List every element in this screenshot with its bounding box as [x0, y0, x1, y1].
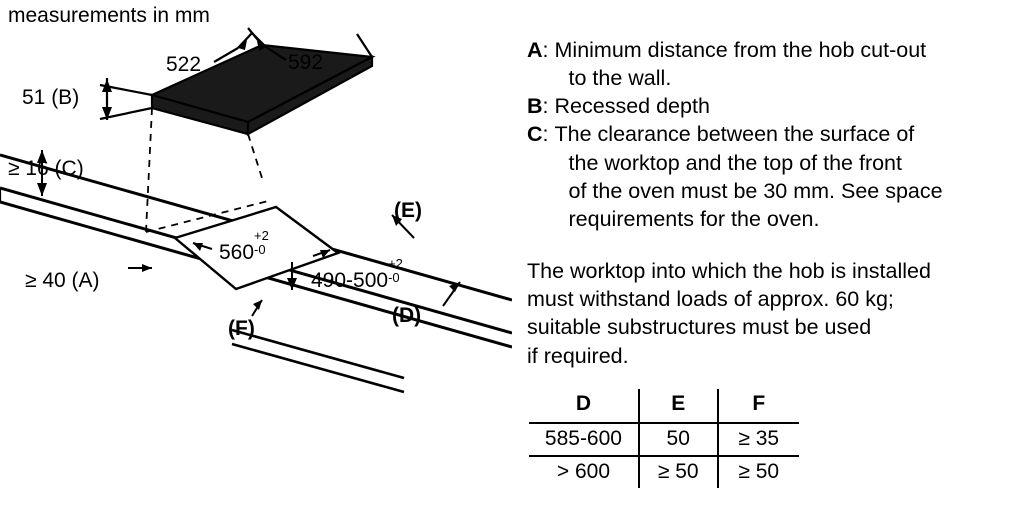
legend-key-c: C	[527, 122, 543, 147]
dim-label-a: ≥ 40 (A)	[25, 269, 100, 292]
dim-label-c: ≥ 16 (C)	[8, 157, 84, 180]
spec-table	[529, 389, 799, 488]
spec-cell-f-2: ≥ 50	[738, 460, 780, 483]
spec-table-header-row	[529, 389, 799, 423]
legend-item-b	[527, 92, 1007, 120]
legend-text-b: Recessed depth	[554, 94, 710, 119]
legend-colon-b: :	[542, 94, 549, 119]
legend-key-b: B	[527, 94, 543, 119]
dim-label-cutout-depth: 560 +2 -0	[219, 238, 280, 263]
spec-header-d: D	[529, 389, 639, 423]
spec-header-e: E	[639, 389, 718, 423]
spec-cell-e-1: 50	[639, 423, 718, 456]
callout-label-f: (F)	[228, 317, 255, 340]
dim-label-cutout-width: 490-500 +2 -0	[311, 266, 414, 291]
spec-table-wrapper	[529, 389, 799, 488]
callout-label-d: (D)	[392, 304, 422, 327]
worktop-note: The worktop into which the hob is installed must withstand loads of approx. 60 kg; suitable substructures must be used if required.	[527, 259, 931, 368]
legend-list	[527, 36, 1007, 233]
tolerance-490-500: +2 -0	[388, 256, 403, 285]
spec-cell-d-2: > 600	[529, 456, 639, 488]
legend-colon-c: :	[542, 122, 549, 147]
spec-table-head	[529, 389, 799, 423]
legend-item-a	[527, 36, 1007, 92]
legend-text-c: The clearance between the surface of the worktop and the top of the front of the oven must be 30 mm. See space requirements for the oven.	[554, 122, 943, 231]
spec-cell-e-2: ≥ 50	[639, 456, 718, 488]
spec-cell-d-1: 585-600	[529, 423, 639, 456]
legend-text-a: Minimum distance from the hob cut-out to the wall.	[554, 38, 927, 91]
callout-label-e: (E)	[394, 199, 422, 222]
dim-label-b: 51 (B)	[22, 86, 80, 109]
spec-table-body	[529, 423, 799, 488]
dim-label-522: 522	[166, 53, 202, 76]
spec-cell-f-1: ≥ 35	[738, 427, 780, 450]
dim-label-592: 592	[288, 51, 324, 74]
legend-key-a: A	[527, 38, 543, 62]
tolerance-560: +2 -0	[254, 228, 269, 257]
spec-header-f: F	[752, 392, 766, 415]
unit-note: measurements in mm	[8, 4, 210, 27]
legend-item-c	[527, 120, 1007, 233]
table-row	[529, 456, 799, 488]
legend-colon-a: :	[542, 38, 549, 62]
table-row	[529, 423, 799, 456]
description-column	[527, 36, 1007, 370]
